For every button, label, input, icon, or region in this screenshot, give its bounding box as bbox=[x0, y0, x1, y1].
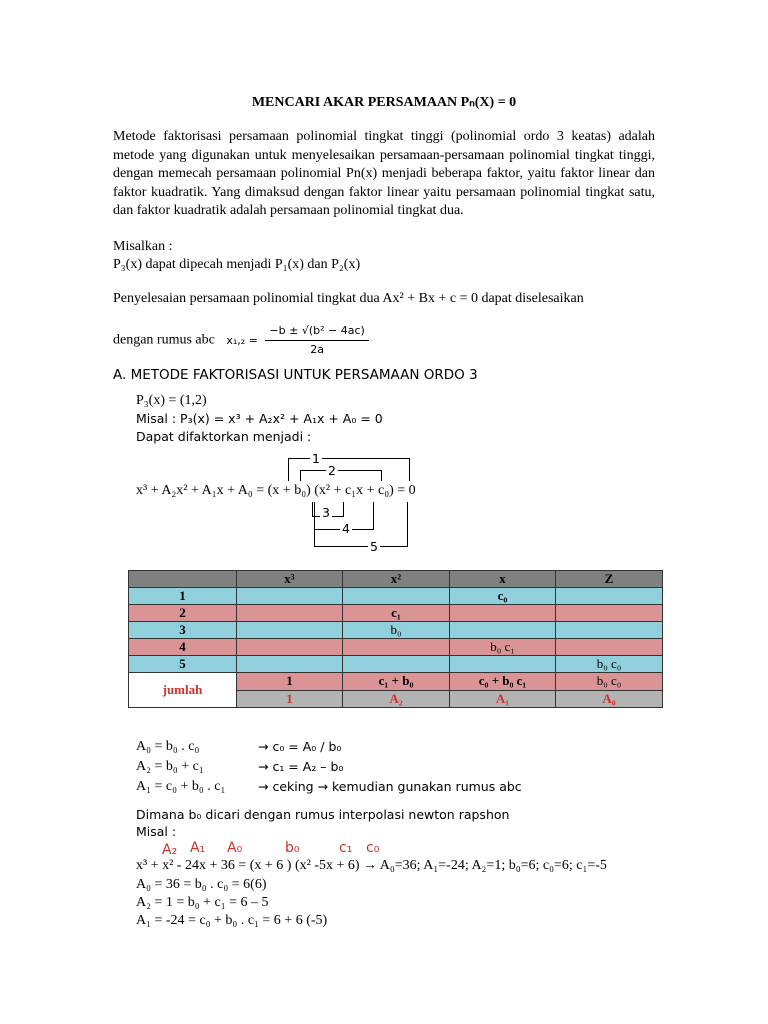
table-row bbox=[129, 622, 663, 639]
table-header-cell: x bbox=[450, 571, 556, 588]
table-cell: A₀ bbox=[556, 690, 663, 708]
relation-a2: A₂ = b₀ + c₁ bbox=[136, 759, 204, 774]
row-label: 4 bbox=[129, 639, 237, 656]
example-a2: A₂ = 1 = b₀ + c₁ = 6 – 5 bbox=[136, 895, 269, 910]
abc-label: dengan rumus abc bbox=[113, 332, 215, 348]
example-a1: A₁ = -24 = c₀ + b₀ . c₁ = 6 + 6 (-5) bbox=[136, 913, 328, 928]
label-c1: c₁ bbox=[339, 840, 353, 856]
label-a1: A₁ bbox=[190, 840, 206, 856]
table-cell bbox=[237, 622, 343, 639]
bracket-label-3: 3 bbox=[322, 505, 330, 520]
label-a0: A₀ bbox=[227, 840, 243, 856]
table-cell: b₀ c₁ bbox=[450, 639, 556, 656]
table-cell: b₀ c₀ bbox=[556, 656, 663, 673]
relation-a1-result: → ceking → kemudian gunakan rumus abc bbox=[258, 779, 522, 794]
page-title: MENCARI AKAR PERSAMAAN Pₙ(X) = 0 bbox=[251, 95, 517, 110]
table-cell: c₁ + b₀ bbox=[343, 673, 450, 691]
table-row bbox=[129, 605, 663, 622]
table-cell bbox=[237, 656, 343, 673]
table-header-row bbox=[129, 571, 663, 588]
table-cell: b₀ bbox=[343, 622, 450, 639]
row-label: 3 bbox=[129, 622, 237, 639]
abc-denominator: 2a bbox=[310, 343, 324, 356]
table-cell: 1 bbox=[237, 673, 343, 691]
bracket-label-1: 1 bbox=[312, 451, 320, 466]
step-p3: P₃(x) = (1,2) bbox=[136, 393, 207, 408]
table-cell bbox=[450, 605, 556, 622]
row-label: 1 bbox=[129, 588, 237, 605]
table-row bbox=[129, 656, 663, 673]
row-label: 5 bbox=[129, 656, 237, 673]
relation-a0: A₀ = b₀ . c₀ bbox=[136, 739, 200, 754]
bracket-2 bbox=[300, 470, 382, 481]
table-cell bbox=[450, 622, 556, 639]
table-cell bbox=[450, 656, 556, 673]
jumlah-label: jumlah bbox=[129, 673, 237, 708]
coefficient-table bbox=[128, 570, 663, 708]
dimana-text: Dimana b₀ dicari dengan rumus interpolasi newton rapshon bbox=[136, 807, 510, 822]
table-cell bbox=[343, 656, 450, 673]
bracket-label-5: 5 bbox=[370, 539, 378, 554]
table-cell bbox=[237, 605, 343, 622]
step-misal: Misal : P₃(x) = x³ + A₂x² + A₁x + A₀ = 0 bbox=[136, 411, 383, 426]
table-cell bbox=[556, 622, 663, 639]
table-cell: 1 bbox=[237, 690, 343, 708]
relation-a0-result: → c₀ = A₀ / b₀ bbox=[258, 739, 342, 754]
table-cell: A₁ bbox=[450, 690, 556, 708]
abc-fraction bbox=[265, 322, 368, 359]
table-header-cell: x² bbox=[343, 571, 450, 588]
table-cell bbox=[556, 588, 663, 605]
row-label: 2 bbox=[129, 605, 237, 622]
bracket-label-2: 2 bbox=[328, 463, 336, 478]
example-equation: x³ + x² - 24x + 36 = (x + 6 ) (x² -5x + 6) → A₀=36; A₁=-24; A₂=1; b₀=6; c₀=6; c₁=-5 bbox=[136, 858, 607, 873]
relation-a2-result: → c₁ = A₂ – b₀ bbox=[258, 759, 344, 774]
abc-intro: Penyelesaian persamaan polinomial tingkat dua Ax² + Bx + c = 0 dapat diselesaikan bbox=[113, 291, 584, 306]
misalkan-label: Misalkan : bbox=[113, 239, 173, 254]
label-c0: c₀ bbox=[366, 840, 380, 856]
table-cell: c₁ bbox=[343, 605, 450, 622]
table-cell bbox=[343, 588, 450, 605]
table-header-cell: x³ bbox=[237, 571, 343, 588]
misal-label-2: Misal : bbox=[136, 824, 177, 839]
intro-paragraph: Metode faktorisasi persamaan polinomial tingkat tinggi (polinomial ordo 3 keatas) adalah metode yang digunakan untuk menyelesaikan persamaan-persamaan polinomial tingkat tinggi, dengan memecah persamaan polinomial Pn(x) menjadi beberapa faktor, yaitu faktor linear dan faktor kuadratik. Yang dimaksud dengan faktor linear yaitu persamaan polinomial tingkat satu, dan faktor kuadratik adalah persamaan polinomial tingkat dua. bbox=[113, 129, 655, 218]
table-cell bbox=[237, 588, 343, 605]
step-dapat: Dapat difaktorkan menjadi : bbox=[136, 429, 312, 444]
bracket-label-4: 4 bbox=[342, 521, 350, 536]
abc-lhs: x₁,₂ = bbox=[226, 333, 258, 347]
label-a2: A₂ bbox=[162, 842, 178, 858]
bracket-5 bbox=[314, 502, 408, 547]
example-a0: A₀ = 36 = b₀ . c₀ = 6(6) bbox=[136, 877, 267, 892]
table-cell: c₀ + b₀ c₁ bbox=[450, 673, 556, 691]
abc-formula-line bbox=[113, 322, 369, 359]
relation-a1: A₁ = c₀ + b₀ . c₁ bbox=[136, 779, 226, 794]
table-cell: c₀ bbox=[450, 588, 556, 605]
table-row bbox=[129, 588, 663, 605]
abc-numerator: −b ± √(b² − 4ac) bbox=[265, 322, 368, 341]
table-cell bbox=[237, 639, 343, 656]
factor-equation: x³ + A₂x² + A₁x + A₀ = (x + b₀) (x² + c₁x + c₀) = 0 bbox=[136, 483, 416, 498]
table-cell bbox=[556, 639, 663, 656]
table-cell bbox=[556, 605, 663, 622]
table-header-cell bbox=[129, 571, 237, 588]
table-cell bbox=[343, 639, 450, 656]
table-header-cell: Z bbox=[556, 571, 663, 588]
label-b0: b₀ bbox=[285, 840, 300, 856]
section-a-heading: A. METODE FAKTORISASI UNTUK PERSAMAAN ORDO 3 bbox=[113, 367, 478, 383]
p3-decomposition: P₃(x) dapat dipecah menjadi P₁(x) dan P₂(x) bbox=[113, 257, 361, 272]
table-cell: b₀ c₀ bbox=[556, 673, 663, 691]
table-cell: A₂ bbox=[343, 690, 450, 708]
table-row bbox=[129, 639, 663, 656]
jumlah-row-1 bbox=[129, 673, 663, 691]
